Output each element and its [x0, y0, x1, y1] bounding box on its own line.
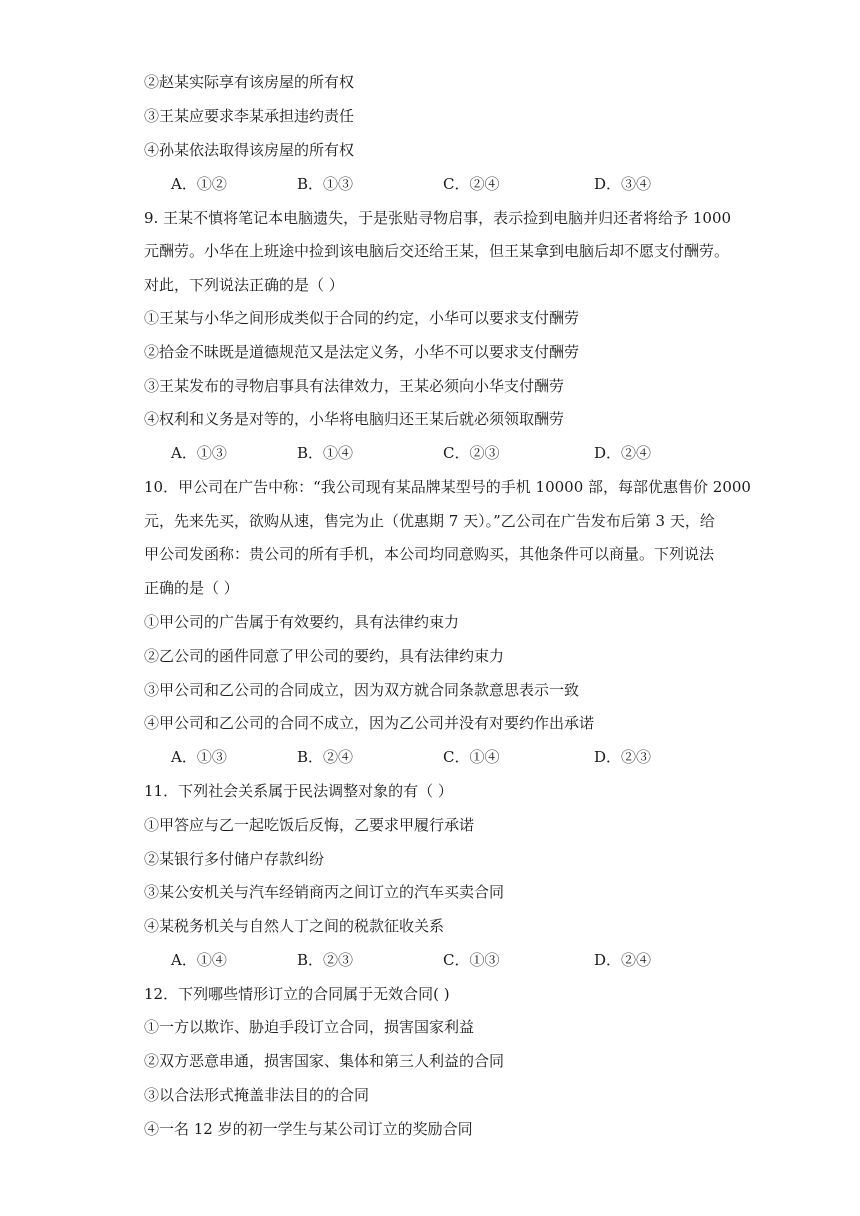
q11-option-a: A．①④ [171, 951, 227, 969]
q9-item-1: ①王某与小华之间形成类似于合同的约定，小华可以要求支付酬劳 [144, 309, 580, 327]
q8-option-c: C．②④ [443, 175, 500, 193]
q8-item-3: ③王某应要求李某承担违约责任 [144, 107, 355, 125]
q10-option-c: C．①④ [443, 748, 500, 766]
q8-option-b: B．①③ [297, 175, 354, 193]
q12-item-3: ③以合法形式掩盖非法目的的合同 [144, 1086, 370, 1104]
q10-item-4: ④甲公司和乙公司的合同不成立，因为乙公司并没有对要约作出承诺 [144, 714, 595, 732]
q12-item-2: ②双方恶意串通，损害国家、集体和第三人利益的合同 [144, 1052, 505, 1070]
q8-item-2: ②赵某实际享有该房屋的所有权 [144, 73, 355, 91]
q8-option-a: A．①② [171, 175, 227, 193]
q9-option-b: B．①④ [297, 444, 354, 462]
q11-stem: 11．下列社会关系属于民法调整对象的有（ ） [144, 782, 453, 800]
q10-item-2: ②乙公司的函件同意了甲公司的要约，具有法律约束力 [144, 647, 505, 665]
q9-item-3: ③王某发布的寻物启事具有法律效力，王某必须向小华支付酬劳 [144, 377, 565, 395]
q10-options [144, 747, 704, 767]
q9-options [144, 443, 704, 463]
q11-item-2: ②某银行多付储户存款纠纷 [144, 850, 325, 868]
q10-item-3: ③甲公司和乙公司的合同成立，因为双方就合同条款意思表示一致 [144, 681, 580, 699]
q8-options [144, 174, 704, 194]
q9-stem-line-3: 对此，下列说法正确的是（ ） [144, 276, 344, 294]
q9-option-a: A．①③ [171, 444, 227, 462]
q8-item-4: ④孙某依法取得该房屋的所有权 [144, 141, 355, 159]
q11-option-c: C．①③ [443, 951, 500, 969]
q9-item-4: ④权利和义务是对等的，小华将电脑归还王某后就必须领取酬劳 [144, 410, 565, 428]
q9-stem-line-1: 9. 王某不慎将笔记本电脑遗失，于是张贴寻物启事，表示捡到电脑并归还者将给予 1000 [144, 209, 732, 227]
q10-option-b: B．②④ [297, 748, 354, 766]
q9-option-d: D．②④ [594, 444, 652, 462]
q12-item-4: ④一名 12 岁的初一学生与某公司订立的奖励合同 [144, 1120, 473, 1138]
q11-item-3: ③某公安机关与汽车经销商丙之间订立的汽车买卖合同 [144, 883, 505, 901]
q9-stem-line-2: 元酬劳。小华在上班途中捡到该电脑后交还给王某，但王某拿到电脑后却不愿支付酬劳。 [144, 242, 730, 260]
q10-stem-line-4: 正确的是（ ） [144, 579, 239, 597]
q8-option-d: D．③④ [594, 175, 652, 193]
q10-stem-line-2: 元，先来先买，欲购从速，售完为止（优惠期 7 天）。”乙公司在广告发布后第 3 天，给 [144, 512, 715, 530]
q11-item-1: ①甲答应与乙一起吃饭后反悔，乙要求甲履行承诺 [144, 816, 475, 834]
q10-stem-line-3: 甲公司发函称：贵公司的所有手机，本公司均同意购买，其他条件可以商量。下列说法 [144, 545, 715, 563]
q9-item-2: ②拾金不昧既是道德规范又是法定义务，小华不可以要求支付酬劳 [144, 343, 580, 361]
q10-item-1: ①甲公司的广告属于有效要约，具有法律约束力 [144, 613, 460, 631]
q11-item-4: ④某税务机关与自然人丁之间的税款征收关系 [144, 917, 445, 935]
q10-option-d: D．②③ [594, 748, 652, 766]
q12-stem: 12．下列哪些情形订立的合同属于无效合同( ) [144, 985, 450, 1003]
q9-option-c: C．②③ [443, 444, 500, 462]
q12-item-1: ①一方以欺诈、胁迫手段订立合同，损害国家利益 [144, 1018, 475, 1036]
q11-option-d: D．②④ [594, 951, 652, 969]
q10-option-a: A．①③ [171, 748, 227, 766]
q10-stem-line-1: 10．甲公司在广告中称：“我公司现有某品牌某型号的手机 10000 部，每部优惠售价 2000 [144, 478, 751, 496]
q11-options [144, 950, 704, 970]
q11-option-b: B．②③ [297, 951, 354, 969]
